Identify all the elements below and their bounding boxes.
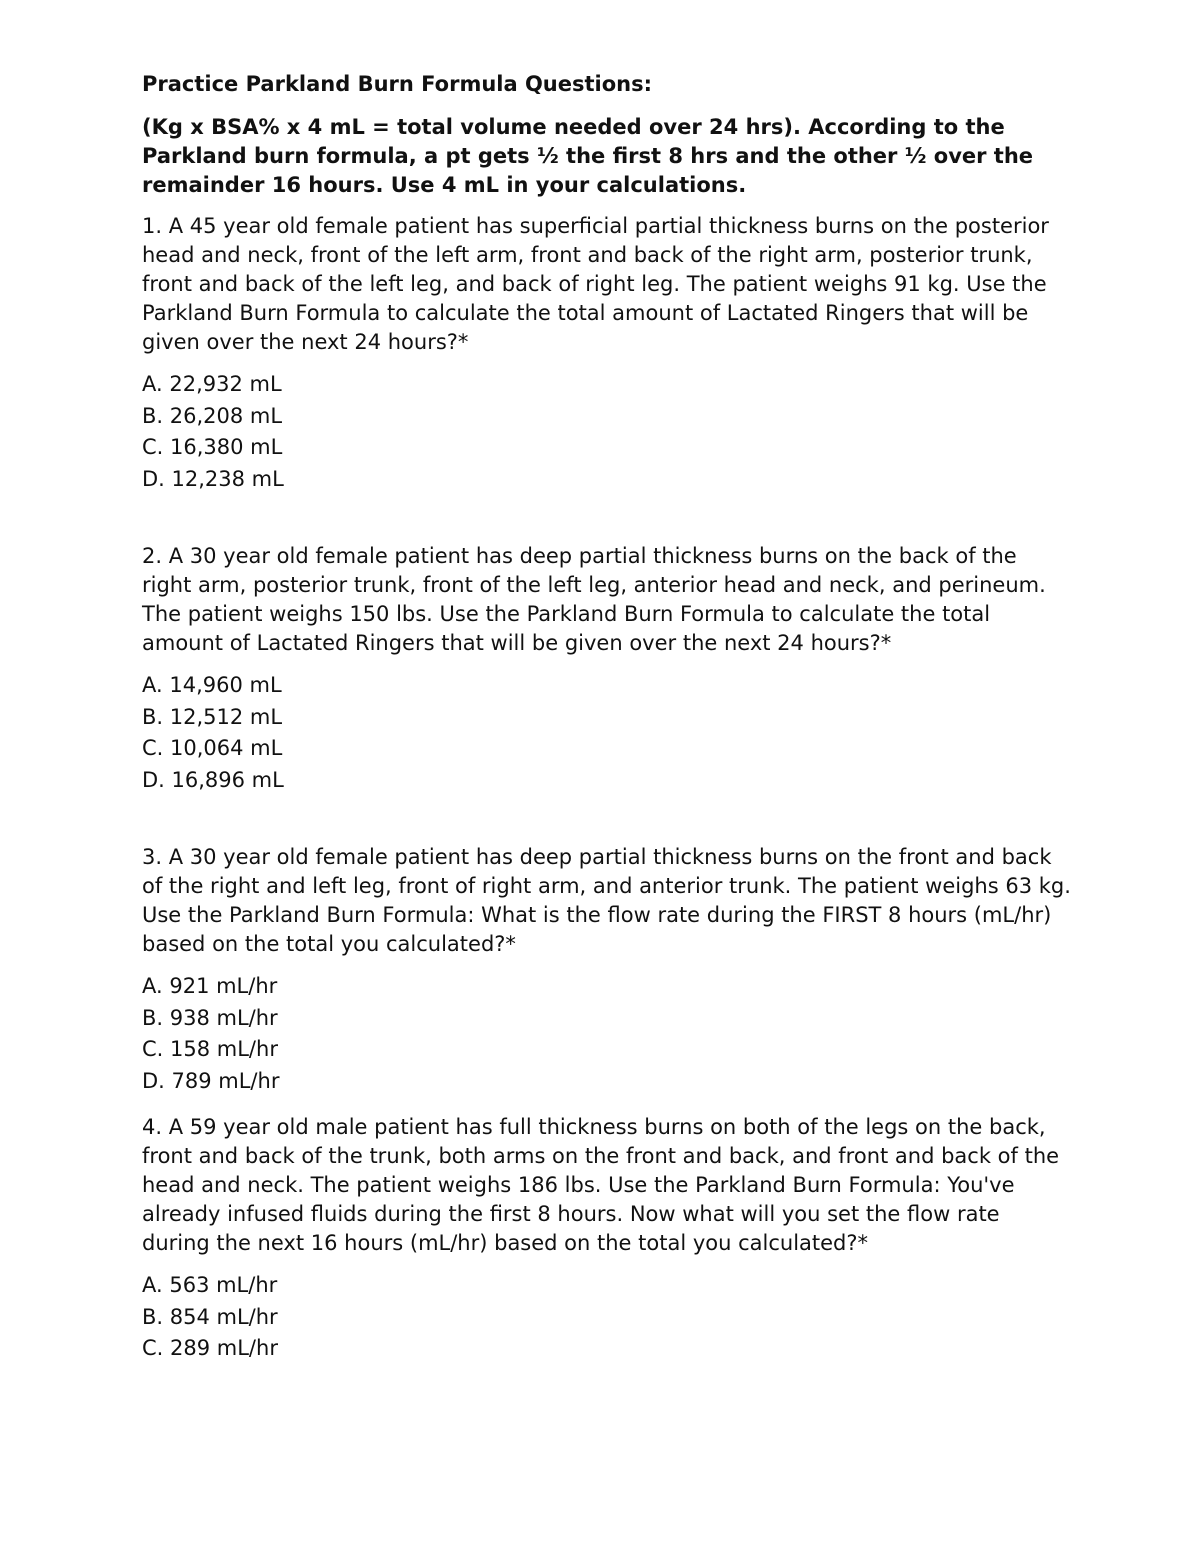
question-1-text: 1. A 45 year old female patient has superficial partial thickness burns on the posterior head and neck, front of the left arm, front and back of the right arm, posterior trunk, front and back of the left leg, and back of right leg. The patient weighs 91 kg. Use the Parkland Burn Formula to calculate the total amount of Lactated Ringers that will be given over the next 24 hours?* (142, 214, 1049, 354)
option-3c: C. 158 mL/hr (142, 1037, 278, 1061)
question-4-options (142, 1270, 1072, 1365)
option-1c: C. 16,380 mL (142, 435, 283, 459)
question-3-options (142, 971, 1072, 1097)
question-2-options (142, 670, 1072, 796)
spacer (142, 1097, 1072, 1113)
page-title: Practice Parkland Burn Formula Questions: (142, 72, 653, 96)
option-4a: A. 563 mL/hr (142, 1273, 278, 1297)
option-2c: C. 10,064 mL (142, 736, 283, 760)
spacer (142, 796, 1072, 843)
document-page (142, 70, 1072, 1365)
question-3-text: 3. A 30 year old female patient has deep partial thickness burns on the front and back of the right and left leg, front of right arm, and anterior trunk. The patient weighs 63 kg. Use the Parkland Burn Formula: What is the flow rate during the FIRST 8 hours (mL/hr) based on the total you calculated?* (142, 845, 1071, 956)
option-2a: A. 14,960 mL (142, 673, 282, 697)
option-4c: C. 289 mL/hr (142, 1336, 278, 1360)
option-4b: B. 854 mL/hr (142, 1304, 278, 1329)
option-3b: B. 938 mL/hr (142, 1005, 278, 1030)
option-2d: D. 16,896 mL (142, 767, 284, 792)
option-1d: D. 12,238 mL (142, 466, 284, 491)
question-2-text: 2. A 30 year old female patient has deep partial thickness burns on the back of the right arm, posterior trunk, front of the left leg, anterior head and neck, and perineum. The patient weighs 150 lbs. Use the Parkland Burn Formula to calculate the total amount of Lactated Ringers that will be given over the next 24 hours?* (142, 544, 1046, 655)
option-1b: B. 26,208 mL (142, 403, 283, 428)
formula-instructions: (Kg x BSA% x 4 mL = total volume needed over 24 hrs). According to the Parkland burn formula, a pt gets ½ the first 8 hrs and the other ½ over the remainder 16 hours. Use 4 mL in your calculations. (142, 115, 1034, 197)
question-1-options (142, 369, 1072, 495)
option-3d: D. 789 mL/hr (142, 1068, 280, 1093)
spacer (142, 495, 1072, 542)
question-4-text: 4. A 59 year old male patient has full thickness burns on both of the legs on the back, front and back of the trunk, both arms on the front and back, and front and back of the head and neck. The patient weighs 186 lbs. Use the Parkland Burn Formula: You've already infused fluids during the first 8 hours. Now what will you set the flow rate during the next 16 hours (mL/hr) based on the total you calculated?* (142, 1115, 1060, 1255)
option-1a: A. 22,932 mL (142, 372, 282, 396)
option-3a: A. 921 mL/hr (142, 974, 278, 998)
option-2b: B. 12,512 mL (142, 704, 283, 729)
